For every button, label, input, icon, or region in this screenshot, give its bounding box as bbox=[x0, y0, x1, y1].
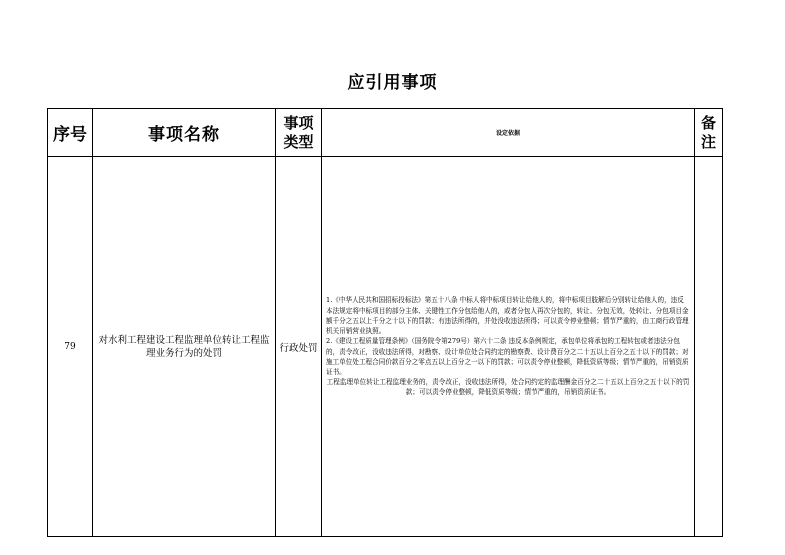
row-type: 行政处罚 bbox=[276, 157, 322, 537]
row-name: 对水利工程建设工程监理单位转让工程监理业务行为的处罚 bbox=[93, 157, 276, 537]
row-note bbox=[695, 157, 723, 537]
table-row bbox=[48, 157, 723, 537]
header-note-line1: 备 bbox=[700, 113, 716, 132]
basis-paragraph-3: 工程监理单位转让工程监理业务的，责令改正，没收违法所得，处合同约定的监理酬金百分之二十五以上百分之五十以下的罚款；可以责令停业整顿，降低资质等级；情节严重的，吊销资质证书。 bbox=[326, 378, 690, 397]
basis-paragraph-2: 2.《建设工程质量管理条例》（国务院令第279号）第六十二条 违反本条例规定，承包单位将承包的工程转包或者违法分包的，责令改正，没收违法所得，对勘察、设计单位处合同约定的勘察费、设计费百分之二十五以上百分之五十以下的罚款；对施工单位处工程合同价款百分之零点五以上百分之一以下的罚款；可以责令停业整顿，降低资质等级；情节严重的，吊销资质证书。 bbox=[326, 337, 689, 376]
basis-paragraph-1: 1.《中华人民共和国招标投标法》第五十八条 中标人将中标项目转让给他人的，将中标项目肢解后分别转让给他人的，违反本法规定将中标项目的部分主体、关键性工作分包给他人的，或者分包人再次分包的，转让、分包无效，处转让、分包项目金额千分之五以上千分之十以下的罚款；有违法所得的，并处没收违法所得；可以责令停业整顿；情节严重的，由工商行政管理机关吊销营业执照。 bbox=[326, 296, 689, 336]
header-name: 事项名称 bbox=[93, 109, 276, 157]
page-title: 应引用事项 bbox=[347, 73, 438, 93]
header-basis: 设定依据 bbox=[322, 109, 695, 157]
row-basis bbox=[322, 157, 695, 537]
header-note-line2: 注 bbox=[700, 132, 716, 151]
row-seq: 79 bbox=[48, 157, 93, 537]
table-header-row bbox=[48, 109, 723, 157]
header-type-line2: 类型 bbox=[283, 132, 314, 151]
items-table bbox=[47, 108, 723, 537]
header-type bbox=[276, 109, 322, 157]
header-note bbox=[695, 109, 723, 157]
header-seq: 序号 bbox=[48, 109, 93, 157]
header-type-line1: 事项 bbox=[283, 113, 314, 132]
